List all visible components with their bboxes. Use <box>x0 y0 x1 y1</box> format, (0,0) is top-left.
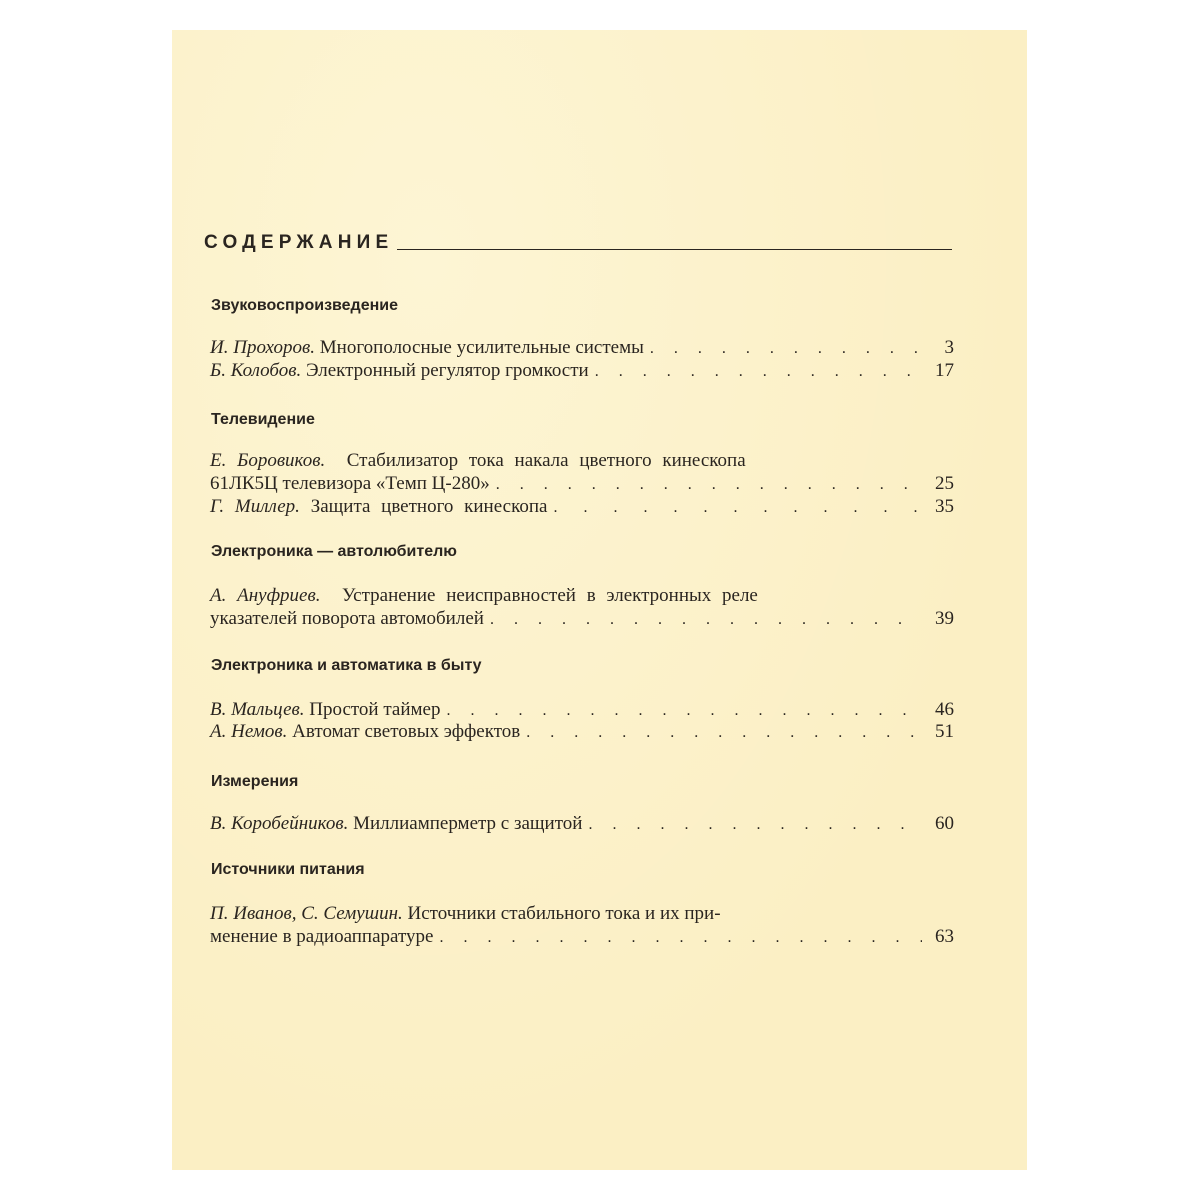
entry-page: 60 <box>935 813 954 834</box>
entry-title: Миллиамперметр с защитой <box>353 813 583 834</box>
section-heading: Звуковоспроизведение <box>211 297 398 314</box>
toc-entry <box>210 495 954 519</box>
leader-dots <box>526 721 922 745</box>
entry-page: 46 <box>935 699 954 720</box>
toc-entry-line1 <box>210 584 900 608</box>
toc-title: СОДЕРЖАНИЕ <box>204 232 394 253</box>
entry-page: 39 <box>935 608 954 629</box>
leader-dots <box>650 337 922 361</box>
entry-title-line1: Устранение неисправностей в электронных реле <box>342 585 758 606</box>
entry-author: Б. Колобов. <box>210 360 302 381</box>
entry-author: В. Мальцев. <box>210 699 305 720</box>
entry-title: Защита цветного кинескопа <box>310 496 548 517</box>
toc-entry <box>210 812 954 836</box>
section-heading: Измерения <box>211 773 299 790</box>
toc-entry <box>210 720 954 744</box>
entry-page: 51 <box>935 721 954 742</box>
leader-dots <box>490 608 922 632</box>
toc-entry <box>210 359 954 383</box>
entry-author: Г. Миллер. <box>210 496 300 517</box>
entry-title-line2: указателей поворота автомобилей <box>210 608 484 629</box>
toc-title-rule <box>397 249 952 250</box>
toc-entry <box>210 698 954 722</box>
entry-author: А. Ануфриев. <box>210 585 321 606</box>
section-heading: Телевидение <box>211 411 315 428</box>
entry-page: 17 <box>935 360 954 381</box>
toc-header <box>204 228 952 252</box>
leader-dots <box>588 813 922 837</box>
section-heading: Электроника — автолюбителю <box>211 543 457 560</box>
entry-title: Многополосные усилительные системы <box>319 337 644 358</box>
leader-dots <box>439 926 922 950</box>
toc-entry-line1 <box>210 449 896 473</box>
toc-entry <box>210 336 954 360</box>
leader-dots <box>496 473 922 497</box>
section-heading: Источники питания <box>211 861 365 878</box>
entry-title: Электронный регулятор громкости <box>305 360 589 381</box>
entry-title-line2: менение в радиоаппаратуре <box>210 926 434 947</box>
entry-page: 35 <box>935 496 954 517</box>
entry-title: Автомат световых эффектов <box>292 721 521 742</box>
entry-author: И. Прохоров. <box>210 337 316 358</box>
entry-title-line1: Стабилизатор тока накала цветного кинескопа <box>346 450 746 471</box>
toc-entry-line2 <box>210 925 954 949</box>
leader-dots <box>553 496 922 520</box>
toc-entry-line1 <box>210 902 900 926</box>
leader-dots <box>595 360 922 384</box>
toc-entry-line2 <box>210 607 954 631</box>
section-heading: Электроника и автоматика в быту <box>211 657 482 674</box>
entry-author: Е. Боровиков. <box>210 450 326 471</box>
entry-author: А. Немов. <box>210 721 288 742</box>
entry-author: П. Иванов, С. Семушин. <box>210 903 403 924</box>
entry-title: Простой таймер <box>309 699 441 720</box>
entry-page: 63 <box>935 926 954 947</box>
entry-title-line2: 61ЛК5Ц телевизора «Темп Ц-280» <box>210 473 490 494</box>
entry-author: В. Коробейников. <box>210 813 349 834</box>
entry-title-line1: Источники стабильного тока и их при- <box>407 903 721 924</box>
toc-entry-line2 <box>210 472 954 496</box>
entry-page: 3 <box>944 337 954 358</box>
entry-page: 25 <box>935 473 954 494</box>
